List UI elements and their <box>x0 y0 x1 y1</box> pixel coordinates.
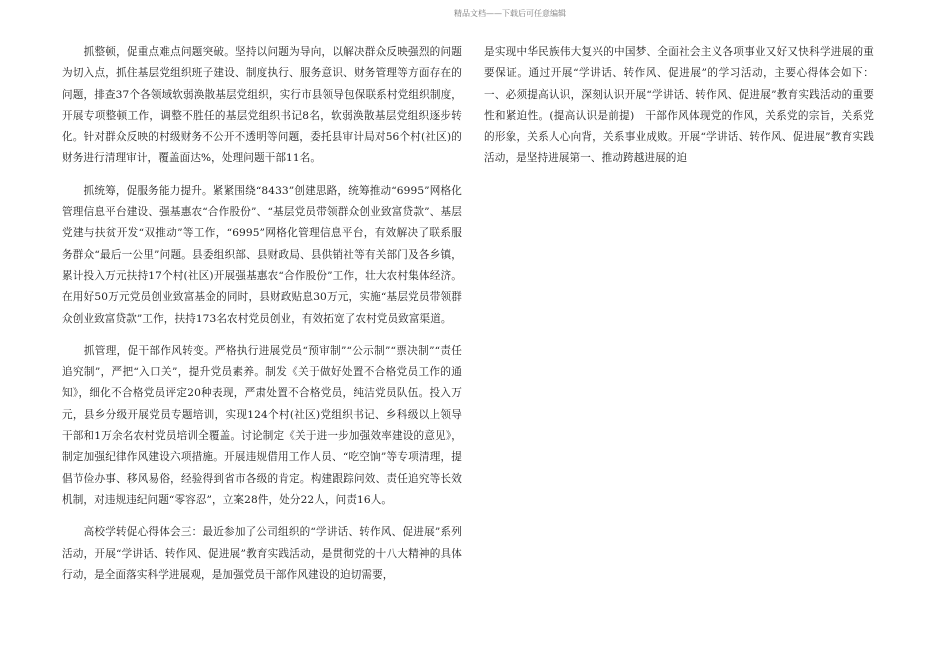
paragraph-continuation: 是实现中华民族伟大复兴的中国梦、全面社会主义各项事业又好又快科学进展的重要保证。通过开展“学讲话、转作风、促进展”的学习活动，主要心得体会如下：一、必须提高认识，深刻认识开展“学讲话、转作风、促进展”教育实践活动的重要性和紧迫性。(提高认识是前提) 干部作风体现党的作风，关系党的宗旨，关系党的形象，关系人心向背，关系事业成败。开展“学讲话、转作风、促进展”教育实践活动，是坚持进展第一、推动跨越进展的迫 <box>484 46 874 165</box>
left-column <box>62 42 462 597</box>
page-header: 精品文档——下载后可任意编辑 <box>454 9 566 18</box>
right-column <box>484 42 874 170</box>
paragraph-experience-three: 高校学转促心得体会三：最近参加了公司组织的“学讲话、转作风、促进展”系列活动，开展“学讲话、转作风、促进展”教育实践活动，是贯彻党的十八大精神的具体行动，是全面落实科学进展观，是加强党员干部作风建设的迫切需要， <box>62 526 462 581</box>
paragraph-coordination: 抓统筹，促服务能力提升。紧紧围绕“8433”创建思路，统筹推动“6995”网格化管理信息平台建设、强基惠农“合作股份”、“基层党员带领群众创业致富贷款”、基层党建与扶贫开发“双推动”等工作，“6995”网格化管理信息平台，有效解决了联系服务群众“最后一公里”问题。县委组织部、县财政局、县供销社等有关部门及各乡镇，累计投入万元扶持17个村(社区)开展强基惠农“合作股份”工作，壮大农村集体经济。在用好50万元党员创业致富基金的同时，县财政贴息30万元，实施“基层党员带领群众创业致富贷款”工作，扶持173名农村党员创业，有效拓宽了农村党员致富渠道。 <box>62 184 462 325</box>
paragraph-rectification: 抓整顿，促重点难点问题突破。坚持以问题为导向，以解决群众反映强烈的问题为切入点，抓住基层党组织班子建设、制度执行、服务意识、财务管理等方面存在的问题，排查37个各领域软弱涣散基层党组织，实行市县领导包保联系村党组织制度，开展专项整顿工作，调整不胜任的基层党组织书记8名，软弱涣散基层党组织逐步转化。针对群众反映的村级财务不公开不透明等问题，委托县审计局对56个村(社区)的财务进行清理审计，覆盖面达%，处理问题干部11名。 <box>62 46 462 165</box>
paragraph-management: 抓管理，促干部作风转变。严格执行进展党员“预审制”“公示制”“票决制”“责任追究制”，严把“入口关”，提升党员素养。制发《关于做好处置不合格党员工作的通知》，细化不合格党员评定20种表现，严肃处置不合格党员，纯洁党员队伍。投入万元，县乡分级开展党员专题培训，实现124个村(社区)党组织书记、乡科级以上领导干部和1万余名农村党员培训全覆盖。讨论制定《关于进一步加强效率建设的意见》，制定加强纪律作风建设六项措施。开展违规借用工作人员、“吃空饷”等专项清理，提倡节俭办事、移风易俗，经验得到省市各级的肯定。构建跟踪问效、责任追究等长效机制，对违规违纪问题“零容忍”，立案28件，处分22人，问责16人。 <box>62 344 462 506</box>
